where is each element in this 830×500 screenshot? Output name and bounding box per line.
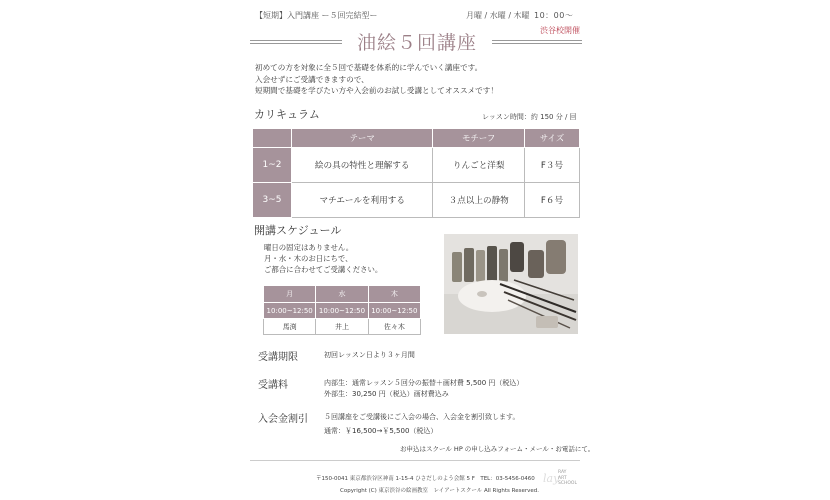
- schedule-day: 木: [368, 286, 420, 303]
- discount-line: 通常：￥16,500→￥5,500（税込）: [324, 427, 438, 435]
- footer-copyright: Copyright (C) 東京渋谷の絵画教室 レイアートスクール All Rights Reserved.: [340, 488, 539, 494]
- schedule-time: 10:00~12:50: [264, 303, 316, 319]
- schedule-teacher-row: [264, 319, 421, 335]
- curriculum-heading: カリキュラム: [254, 108, 320, 121]
- schedule-line: 曜日の固定はありません。: [264, 243, 354, 252]
- logo-line: RAY: [558, 470, 567, 475]
- discount-line: ５回講座をご受講後にご入会の場合、入会金を割引致します。: [324, 413, 520, 421]
- lesson-number: 1~2: [253, 148, 292, 183]
- table-header-motif: モチーフ: [433, 129, 525, 148]
- fee-details: [324, 378, 523, 400]
- logo-line: ART: [558, 475, 567, 481]
- schedule-day: 水: [316, 286, 368, 303]
- fee-label: 受講料: [258, 380, 288, 391]
- application-note: お申込はスクール HP の申し込みフォーム・メール・お電話にて。: [400, 445, 595, 453]
- schedule-text: [264, 242, 382, 275]
- schedule-time: 10:00~12:50: [368, 303, 420, 319]
- footer-address: 〒150-0041 東京都渋谷区神南 1-15-4 ひさだしのよう会館 5 F TEL：03-5456-0460: [316, 476, 535, 482]
- intro-line: 入会せずにご受講できますので、: [255, 74, 369, 84]
- schedule-day-row: [264, 286, 421, 303]
- table-header-row: [253, 129, 580, 148]
- discount-label: 入会金割引: [258, 414, 308, 425]
- motif-cell: りんごと洋梨: [433, 148, 525, 183]
- school-logo-mark: lay: [543, 472, 560, 485]
- fee-line: 外部生：30,250 円（税込）画材費込み: [324, 390, 449, 398]
- schedule-teacher: 佐々木: [368, 319, 420, 335]
- intro-line: 短期間で基礎を学びたい方や入会前のお試し受講としてオススメです！: [255, 86, 498, 95]
- intro-text: [255, 62, 498, 97]
- table-header-blank: [253, 129, 292, 148]
- fee-line: 内部生：通常レッスン５回分の振替＋画材費 5,500 円（税込）: [324, 379, 524, 387]
- school-logo: [558, 470, 577, 487]
- schedule-line: 月・水・木のお日にちで、: [264, 254, 353, 263]
- schedule-time-row: [264, 303, 421, 319]
- footer-rule: [250, 460, 580, 461]
- location-label: 渋谷校開催: [540, 26, 580, 35]
- curriculum-table: [252, 128, 580, 218]
- period-label: 受講期限: [258, 352, 298, 363]
- lesson-number: 3~5: [253, 183, 292, 218]
- theme-cell: マチエールを利用する: [292, 183, 433, 218]
- intro-line: 初めての方を対象に全５回で基礎を体系的に学んでいく講座です。: [255, 63, 483, 72]
- discount-details: [324, 412, 519, 437]
- lesson-time: レッスン時間：約 150 分 / 回: [482, 113, 577, 121]
- schedule-heading: 開講スケジュール: [254, 224, 342, 237]
- size-cell: F３号: [525, 148, 580, 183]
- table-header-size: サイズ: [525, 129, 580, 148]
- size-cell: F６号: [525, 183, 580, 218]
- course-time: 10：00〜: [534, 11, 574, 20]
- course-days: 月曜 / 水曜 / 木曜: [466, 11, 530, 20]
- schedule-time: 10:00~12:50: [316, 303, 368, 319]
- period-value: 初回レッスン日より３ヶ月間: [324, 351, 415, 359]
- page-title: 油絵５回講座: [342, 28, 492, 55]
- painting-supplies-photo: [444, 234, 578, 334]
- table-row: [253, 183, 580, 218]
- theme-cell: 絵の具の特性と理解する: [292, 148, 433, 183]
- schedule-teacher: 馬渕: [264, 319, 316, 335]
- logo-line: SCHOOL: [558, 481, 577, 486]
- table-row: [253, 148, 580, 183]
- course-type: 【短期】入門講座 ー５回完結型ー: [255, 11, 378, 20]
- schedule-day: 月: [264, 286, 316, 303]
- schedule-line: ご都合に合わせてご受講ください。: [264, 265, 383, 274]
- schedule-teacher: 井上: [316, 319, 368, 335]
- table-header-theme: テーマ: [292, 129, 433, 148]
- motif-cell: ３点以上の静物: [433, 183, 525, 218]
- schedule-table: [263, 285, 421, 335]
